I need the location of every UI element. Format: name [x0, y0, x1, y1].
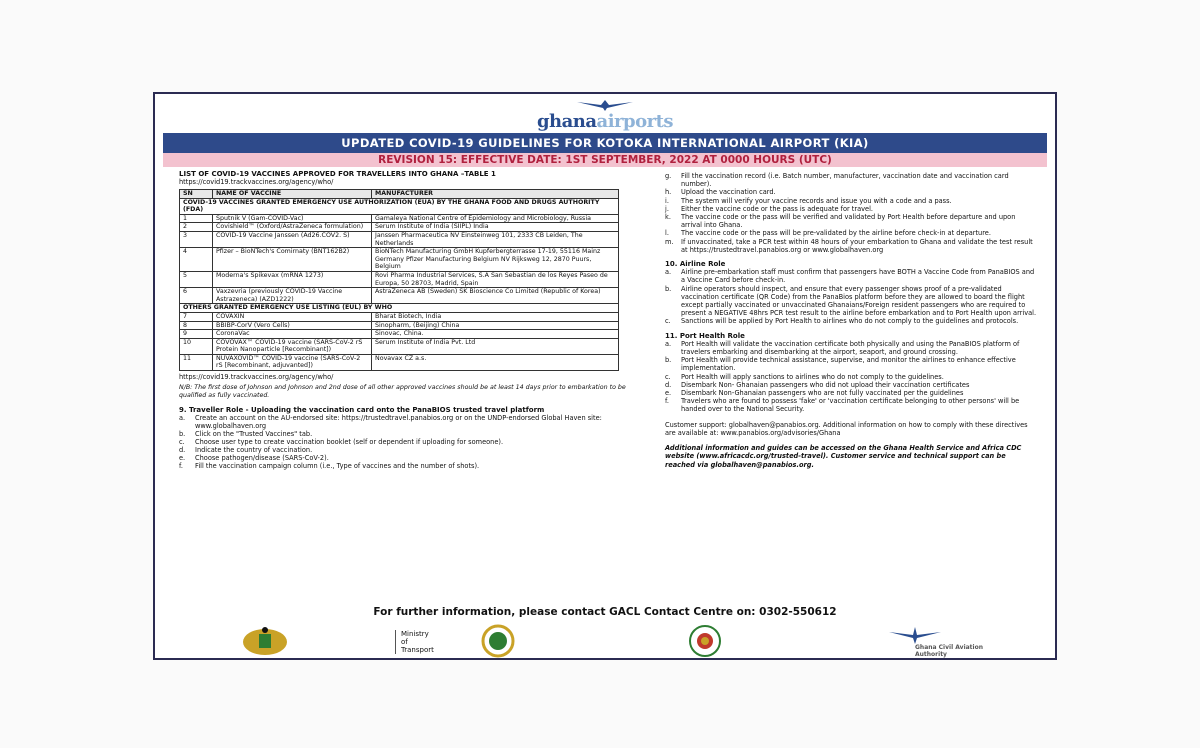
table-section-who: [180, 304, 619, 313]
section-heading-cell: OTHERS GRANTED EMERGENCY USE LISTING (EUL) BY WHO: [180, 304, 619, 313]
list-item: [179, 438, 634, 446]
vaccine-name-cell: Moderna's Spikevax (mRNA 1273): [213, 271, 372, 287]
table1-title: LIST OF COVID-19 VACCINES APPROVED FOR TRAVELLERS INTO GHANA –TABLE 1: [179, 170, 496, 178]
list-item-text: Airline operators should inspect, and ensure that every passenger shows proof of a pre-validated vaccination certificate (QR Code) from the PanaBios platform before they are allowed to board the flight except partially vaccinated or unvaccinated Ghanaians/Foreign resident passengers who are required to present a NEGATIVE 48hrs PCR test result to the airline before embarkation and to Port Health upon arrival.: [681, 284, 1037, 318]
manufacturer-cell: Serum Institute of India Pvt. Ltd: [372, 338, 619, 354]
list-item: [179, 462, 634, 470]
list-item-text: Choose pathogen/disease (SARS-CoV-2).: [195, 454, 329, 463]
list-item: [665, 317, 1037, 325]
list-item-text: Airline pre-embarkation staff must confirm that passengers have BOTH a Vaccine Code from PanaBIOS and a Vaccine Card before check-in.: [681, 268, 1035, 285]
list-item-marker: i.: [665, 196, 669, 205]
traveller-steps-continued: [665, 172, 1037, 254]
list-item-marker: g.: [665, 172, 672, 180]
port-health-seal-icon: [675, 624, 735, 658]
footnote-url[interactable]: https://covid19.trackvaccines.org/agency/who/: [179, 373, 334, 382]
sn-cell: 3: [180, 231, 213, 247]
list-item: [665, 213, 1037, 229]
sn-cell: 1: [180, 214, 213, 223]
list-item-marker: c.: [665, 317, 671, 326]
list-item-text: Fill the vaccination record (i.e. Batch number, manufacturer, vaccination date and vaccination card number).: [681, 172, 1009, 189]
list-item-marker: f.: [665, 397, 669, 406]
list-item: [665, 381, 1037, 389]
logo-word-ghana: ghana: [536, 111, 597, 132]
manufacturer-cell: Bharat Biotech, India: [372, 312, 619, 321]
gcaa-label: Ghana Civil Aviation Authority: [915, 644, 983, 658]
list-item-marker: b.: [665, 284, 672, 293]
table-section-fda: [180, 198, 619, 214]
list-item: [665, 188, 1037, 196]
table-header-row: [180, 190, 619, 199]
manufacturer-cell: Novavax CZ a.s.: [372, 354, 619, 370]
document-title-banner: UPDATED COVID-19 GUIDELINES FOR KOTOKA INTERNATIONAL AIRPORT (KIA): [163, 133, 1047, 153]
table-row: [180, 248, 619, 272]
list-item-text: The vaccine code or the pass will be pre-validated by the airline before check-in at departure.: [681, 229, 991, 238]
table-row: [180, 321, 619, 330]
manufacturer-cell: MANUFACTURER: [372, 190, 619, 199]
sn-cell: SN: [180, 190, 213, 199]
manufacturer-cell: Sinovac, China.: [372, 330, 619, 339]
table-row: [180, 338, 619, 354]
list-item: [179, 430, 634, 438]
sn-cell: 8: [180, 321, 213, 330]
manufacturer-cell: Janssen Pharmaceutica NV Einsteinweg 101, 2333 CB Leiden, The Netherlands: [372, 231, 619, 247]
table-row: [180, 223, 619, 232]
revision-banner: REVISION 15: EFFECTIVE DATE: 1ST SEPTEMBER, 2022 AT 0000 HOURS (UTC): [163, 153, 1047, 167]
manufacturer-cell: Rovi Pharma Industrial Services, S.A San Sebastian de los Reyes Paseo de Europa, 50 28703, Madrid, Spain: [372, 271, 619, 287]
right-column: [665, 172, 1037, 469]
list-item-marker: c.: [179, 438, 185, 447]
list-item-text: Create an account on the AU-endorsed site: https://trustedtravel.panabios.org or on the UNDP-endorsed Global Haven site: www.globalhaven.org: [195, 414, 602, 431]
list-item-marker: b.: [665, 356, 672, 365]
list-item: [665, 340, 1037, 356]
vaccine-name-cell: Sputnik V (Gam-COVID-Vac): [213, 214, 372, 223]
list-item-text: If unvaccinated, take a PCR test within 48 hours of your embarkation to Ghana and validate the test result at https://trustedtravel.panabios.org or www.globalhaven.org: [681, 237, 1033, 254]
table-row: [180, 231, 619, 247]
list-item-marker: b.: [179, 430, 186, 439]
section-heading-cell: COVID-19 VACCINES GRANTED EMERGENCY USE AUTHORIZATION (EUA) BY THE GHANA FOOD AND DRUGS AUTHORITY (FDA): [180, 198, 619, 214]
sn-cell: 2: [180, 223, 213, 232]
vaccine-name-cell: Covishield™ (Oxford/AstraZeneca formulation): [213, 223, 372, 232]
section-10-title: 10. Airline Role: [665, 260, 726, 269]
list-item: [665, 356, 1037, 372]
manufacturer-cell: Gamaleya National Centre of Epidemiology and Microbiology, Russia: [372, 214, 619, 223]
list-item: [665, 172, 1037, 188]
list-item: [665, 389, 1037, 397]
table-row: [180, 271, 619, 287]
list-item-marker: l.: [665, 229, 669, 238]
list-item-marker: e.: [665, 389, 672, 398]
list-item-text: The vaccine code or the pass will be verified and validated by Port Health before departure and upon arrival into Ghana.: [681, 213, 1016, 230]
manufacturer-cell: Sinopharm, (Beijing) China: [372, 321, 619, 330]
section-9-list: [179, 414, 634, 470]
list-item-marker: a.: [179, 414, 186, 423]
additional-info: Additional information and guides can be accessed on the Ghana Health Service and Africa CDC website (www.africacdc.org/trusted-travel). Customer service and technical support can be reached via globalhaven@panabios.org.: [665, 444, 1022, 469]
section-11-list: [665, 340, 1037, 414]
table1-url[interactable]: https://covid19.trackvaccines.org/agency/who/: [179, 178, 334, 186]
list-item-marker: m.: [665, 237, 674, 246]
list-item: [665, 205, 1037, 213]
list-item-text: Port Health will validate the vaccination certificate both physically and using the PanaBIOS platform of travelers embarking and disembarking at the airport, seaport, and ground crossing.: [681, 339, 1020, 357]
list-item-marker: f.: [179, 462, 183, 471]
list-item-text: Choose user type to create vaccination booklet (self or dependent if uploading for someone).: [195, 438, 504, 447]
manufacturer-cell: BioNTech Manufacturing GmbH Kupferbergterrasse 17-19, 55116 Mainz Germany Pfizer Manufacturing Belgium NV Rijksweg 12, 2870 Puurs, Belgium: [372, 248, 619, 272]
section-9-title: 9. Traveller Role - Uploading the vaccination card onto the PanaBIOS trusted travel platform: [179, 406, 545, 415]
list-item-text: Indicate the country of vaccination.: [195, 446, 313, 455]
ghana-airports-logo: [155, 98, 1055, 130]
vaccine-table: [179, 189, 619, 371]
manufacturer-cell: AstraZeneca AB (Sweden) SK Bioscience Co Limited (Republic of Korea): [372, 288, 619, 304]
list-item-text: Disembark Non- Ghanaian passengers who did not upload their vaccination certificates: [681, 380, 970, 389]
left-column: [179, 170, 634, 470]
section-10-list: [665, 268, 1037, 325]
list-item: [665, 197, 1037, 205]
sn-cell: 4: [180, 248, 213, 272]
footer-logos: [235, 622, 995, 658]
list-item: [665, 285, 1037, 318]
contact-line: For further information, please contact GACL Contact Centre on: 0302-550612: [373, 606, 837, 618]
list-item: [179, 454, 634, 462]
sn-cell: 6: [180, 288, 213, 304]
vaccine-name-cell: Pfizer – BioNTech's Comirnaty (BNT162B2): [213, 248, 372, 272]
list-item: [179, 446, 634, 454]
customer-support: Customer support: globalhaven@panabios.org. Additional information on how to comply with these directives are available at: www.panabios.org/advisories/Ghana: [665, 420, 1028, 437]
sn-cell: 11: [180, 354, 213, 370]
list-item-marker: d.: [665, 380, 672, 389]
list-item: [665, 397, 1037, 413]
list-item: [179, 414, 634, 430]
ghana-coat-of-arms-icon: [235, 624, 295, 658]
list-item-marker: j.: [665, 204, 669, 213]
table-row: [180, 330, 619, 339]
sn-cell: 10: [180, 338, 213, 354]
vaccine-name-cell: NAME OF VACCINE: [213, 190, 372, 199]
list-item-marker: a.: [665, 339, 672, 348]
list-item-marker: h.: [665, 188, 672, 197]
list-item-text: Sanctions will be applied by Port Health to airlines who do not comply to the guidelines and protocols.: [681, 317, 1019, 326]
list-item-marker: k.: [665, 213, 671, 222]
nb-note: N/B: The first dose of Johnson and Johnson and 2nd dose of all other approved vaccines should be at least 14 days prior to embarkation to be qualified as fully vaccinated.: [179, 384, 626, 400]
list-item-text: Port Health will provide technical assistance, supervise, and monitor the airlines to enhance effective implementation.: [681, 356, 1016, 373]
list-item: [665, 238, 1037, 254]
list-item-marker: d.: [179, 446, 186, 455]
list-item: [665, 229, 1037, 237]
list-item-marker: e.: [179, 454, 186, 463]
list-item: [665, 373, 1037, 381]
table-row: [180, 354, 619, 370]
sn-cell: 7: [180, 312, 213, 321]
sn-cell: 5: [180, 271, 213, 287]
ministry-of-transport: Ministry of Transport: [395, 630, 434, 654]
list-item-text: Either the vaccine code or the pass is adequate for travel.: [681, 204, 874, 213]
list-item-text: Travelers who are found to possess 'fake' or 'vaccination certificate belonging to other persons' will be handed over to the National Security.: [681, 397, 1020, 414]
table-row: [180, 312, 619, 321]
table-row: [180, 288, 619, 304]
list-item-marker: c.: [665, 372, 671, 381]
wings-icon: [575, 98, 635, 112]
vaccine-name-cell: CoronaVac: [213, 330, 372, 339]
list-item-text: Upload the vaccination card.: [681, 188, 776, 197]
section-11-title: 11. Port Health Role: [665, 331, 745, 340]
list-item-text: The system will verify your vaccine records and issue you with a code and a pass.: [681, 196, 952, 205]
list-item-text: Disembark Non-Ghanaian passengers who are not fully vaccinated per the guidelines: [681, 389, 964, 398]
list-item-text: Click on the "Trusted Vaccines" tab.: [195, 430, 313, 439]
vaccine-name-cell: BBIBP-CorV (Vero Cells): [213, 321, 372, 330]
list-item-text: Fill the vaccination campaign column (i.e., Type of vaccines and the number of shots).: [195, 462, 480, 471]
manufacturer-cell: Serum Institute of India (SIIPL) India: [372, 223, 619, 232]
vaccine-name-cell: COVID-19 Vaccine Janssen (Ad26.COV2. S): [213, 231, 372, 247]
vaccine-name-cell: NUVAXOVID™ COVID-19 vaccine (SARS-CoV-2 rS [Recombinant, adjuvanted]): [213, 354, 372, 370]
guidelines-document: [153, 92, 1057, 660]
list-item: [665, 268, 1037, 284]
sn-cell: 9: [180, 330, 213, 339]
vaccine-name-cell: COVOVAX™ COVID-19 vaccine (SARS-CoV-2 rS Protein Nanoparticle [Recombinant]): [213, 338, 372, 354]
table-row: [180, 214, 619, 223]
list-item-text: Port Health will apply sanctions to airlines who do not comply to the guidelines.: [681, 372, 944, 381]
vaccine-name-cell: Vaxzevria (previously COVID-19 Vaccine Astrazeneca) (AZD1222): [213, 288, 372, 304]
list-item-marker: a.: [665, 268, 672, 277]
vaccine-name-cell: COVAXIN: [213, 312, 372, 321]
logo-word-airports: airports: [596, 111, 674, 132]
seal-icon: [468, 624, 528, 658]
gcaa-logo-icon: [885, 624, 945, 646]
